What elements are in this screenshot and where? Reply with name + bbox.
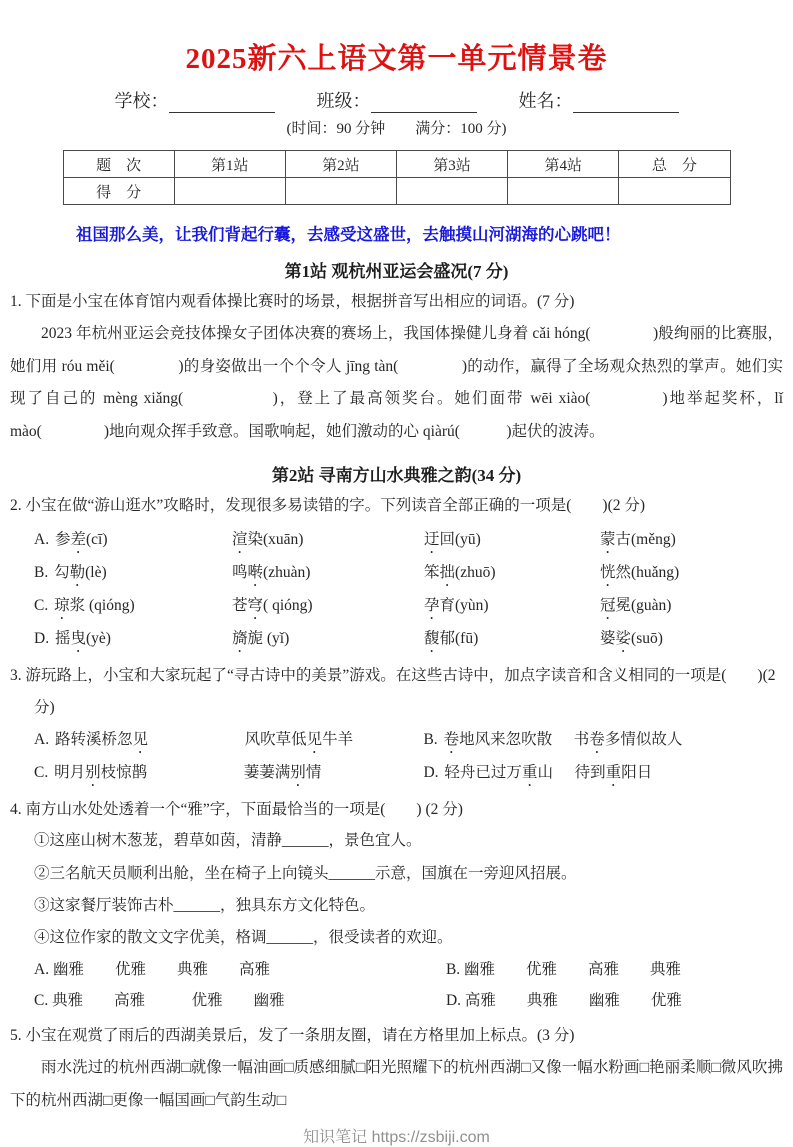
watermark-footer: 知识笔记 https://zsbiji.com: [303, 1128, 490, 1146]
q4-option-a: A. 幽雅 优雅 典雅 高雅: [34, 961, 270, 979]
option-label: C.: [34, 763, 49, 781]
time-score-line: (时间：90 分钟 满分：100 分): [286, 121, 507, 137]
score-table-score-row: [63, 178, 730, 205]
class-blank-line: [371, 92, 477, 113]
option-word: 参差(cī): [54, 530, 108, 548]
option-word: 蒙古(měng): [600, 530, 676, 548]
q4-sub-item-3: ③这家餐厅装饰古朴______，独具东方文化特色。: [34, 896, 376, 914]
station2-heading: 第2站 寻南方山水典雅之韵(34 分): [271, 466, 522, 486]
q2-option-d-cell1: [34, 623, 232, 656]
q3-option-d: [423, 757, 783, 790]
question-4-stem: 4. 南方山水处处透着一个“雅”字，下面最恰当的一项是( ) (2 分): [10, 800, 463, 818]
name-field: [519, 87, 679, 113]
option-label: D.: [423, 763, 439, 781]
option-word: 勾勒(lè): [54, 563, 107, 581]
class-label: 班级：: [316, 91, 371, 111]
motto-line: 祖国那么美，让我们背起行囊，去感受这盛世，去触摸山河湖海的心跳吧！: [76, 225, 621, 244]
question-3-options-row2: [10, 757, 783, 790]
poem-phrase: 书卷多情似故人: [573, 730, 683, 748]
q2-option-d-cell2: [232, 623, 424, 656]
score-header-cell: 第3站: [396, 151, 507, 178]
q4-option-d: D. 高雅 典雅 幽雅 优雅: [445, 992, 682, 1010]
q2-option-a-cell3: [424, 524, 600, 557]
question-3-options-row1: [10, 724, 783, 757]
q3-option-b: [423, 724, 783, 757]
q2-option-c-cell3: [424, 590, 600, 623]
score-header-cell: 第1站: [174, 151, 285, 178]
option-word: 冠冕(guàn): [600, 596, 672, 614]
option-word: 鸣啭(zhuàn): [232, 563, 311, 581]
q2-option-b-cell1: [34, 557, 232, 590]
score-cell: [285, 178, 396, 205]
q2-option-b-cell3: [424, 557, 600, 590]
option-label: A.: [34, 730, 50, 748]
class-field: [317, 87, 477, 113]
score-cell: [619, 178, 730, 205]
q4-option-c: C. 典雅 高雅 优雅 幽雅: [34, 992, 285, 1010]
question-2-stem: 2. 小宝在做“游山逛水”攻略时，发现很多易读错的字。下列读音全部正确的一项是( )(2 分): [10, 497, 646, 515]
option-word: 渲染(xuān): [232, 530, 304, 548]
option-word: 迂回(yū): [424, 530, 481, 548]
q2-option-a-cell4: [600, 524, 783, 557]
option-word: 琼浆 (qióng): [54, 596, 135, 614]
option-word: 馥郁(fū): [424, 629, 479, 647]
poem-phrase: 明月别枝惊鹊: [54, 763, 148, 781]
option-word: 苍穹( qióng): [232, 596, 313, 614]
page-title: 2025新六上语文第一单元情景卷: [185, 43, 608, 75]
q4-sub-item-2: ②三名航天员顺利出舱，坐在椅子上向镜头______示意，国旗在一旁迎风招展。: [34, 864, 577, 882]
name-blank-line: [573, 92, 679, 113]
option-word: 旖旎 (yǐ): [232, 629, 290, 647]
q2-option-c-cell4: [600, 590, 783, 623]
option-word: 孕育(yùn): [424, 596, 489, 614]
q3-option-c: [34, 757, 423, 790]
question-1-passage: 2023 年杭州亚运会竞技体操女子团体决赛的赛场上，我国体操健儿身着 cǎi hóng( )般绚丽的比赛服，她们用 róu měi( )的身姿做出一个个令人 jīng tàn( )的动作，赢得了全场观众热烈的掌声。她们实现了自己的 mèng xiǎng( )，登上了最高领奖台。她们面带 wēi xiào( )地举起奖杯，lǐ mào( )地向观众挥手致意。国歌响起，她们激动的心 qiàrú( )起伏的波涛。: [10, 324, 783, 441]
option-word: 笨拙(zhuō): [424, 563, 496, 581]
q4-sub-item-4: ④这位作家的散文文字优美，格调______，很受读者的欢迎。: [34, 928, 453, 946]
option-label: B.: [34, 563, 49, 581]
score-cell: [396, 178, 507, 205]
score-cell: [508, 178, 619, 205]
poem-phrase: 风吹草低见牛羊: [244, 730, 354, 748]
score-table: [63, 150, 731, 205]
question-3-stem: 3. 游玩路上，小宝和大家玩起了“寻古诗中的美景”游戏。在这些古诗中，加点字读音和含义相同的一项是( )(2 分): [10, 666, 776, 716]
q2-option-a-cell1: [34, 524, 232, 557]
q2-option-c-cell2: [232, 590, 424, 623]
option-word: 恍然(huǎng): [600, 563, 680, 581]
school-field: [115, 87, 275, 113]
q2-option-d-cell3: [424, 623, 600, 656]
student-info-row: [10, 87, 783, 113]
q2-option-b-cell2: [232, 557, 424, 590]
poem-phrase: 路转溪桥忽见: [54, 730, 148, 748]
station1-heading: 第1站 观杭州亚运会盛况(7 分): [284, 262, 509, 281]
school-blank-line: [169, 92, 275, 113]
school-label: 学校：: [114, 91, 169, 111]
score-header-cell: 题 次: [63, 151, 174, 178]
poem-phrase: 待到重阳日: [574, 763, 653, 781]
q4-sub-item-1: ①这座山树木葱茏，碧草如茵，清静______，景色宜人。: [34, 832, 422, 850]
question-4-options-row1: [10, 954, 783, 985]
score-table-header-row: [63, 151, 730, 178]
question-4-options-row2: [10, 985, 783, 1016]
option-label: D.: [34, 629, 50, 647]
q2-option-a-cell2: [232, 524, 424, 557]
poem-phrase: 轻舟已过万重山: [444, 763, 553, 781]
poem-phrase: 卷地风来忽吹散: [443, 730, 553, 748]
option-word: 婆娑(suō): [600, 629, 663, 647]
q4-option-b: B. 幽雅 优雅 高雅 典雅: [445, 961, 682, 979]
option-label: A.: [34, 530, 50, 548]
name-label: 姓名：: [518, 91, 573, 111]
score-cell: [174, 178, 285, 205]
score-header-cell: 第2站: [285, 151, 396, 178]
score-row-label: 得 分: [63, 178, 174, 205]
question-5-passage: 雨水洗过的杭州西湖□就像一幅油画□质感细腻□阳光照耀下的杭州西湖□又像一幅水粉画□艳丽柔顺□微风吹拂下的杭州西湖□更像一幅国画□气韵生动□: [10, 1058, 783, 1109]
q3-option-a: [34, 724, 423, 757]
q2-option-d-cell4: [600, 623, 783, 656]
question-2-options: [10, 524, 783, 656]
question-1-stem: 1. 下面是小宝在体育馆内观看体操比赛时的场景，根据拼音写出相应的词语。(7 分): [10, 293, 575, 310]
option-word: 摇曳(yè): [54, 629, 111, 647]
score-header-cell: 第4站: [508, 151, 619, 178]
score-header-cell: 总 分: [619, 151, 730, 178]
option-label: C.: [34, 596, 49, 614]
poem-phrase: 萋萋满别情: [243, 763, 322, 781]
q2-option-c-cell1: [34, 590, 232, 623]
q2-option-b-cell4: [600, 557, 783, 590]
option-label: B.: [423, 730, 438, 748]
question-5-stem: 5. 小宝在观赏了雨后的西湖美景后，发了一条朋友圈，请在方格里加上标点。(3 分): [10, 1027, 575, 1045]
